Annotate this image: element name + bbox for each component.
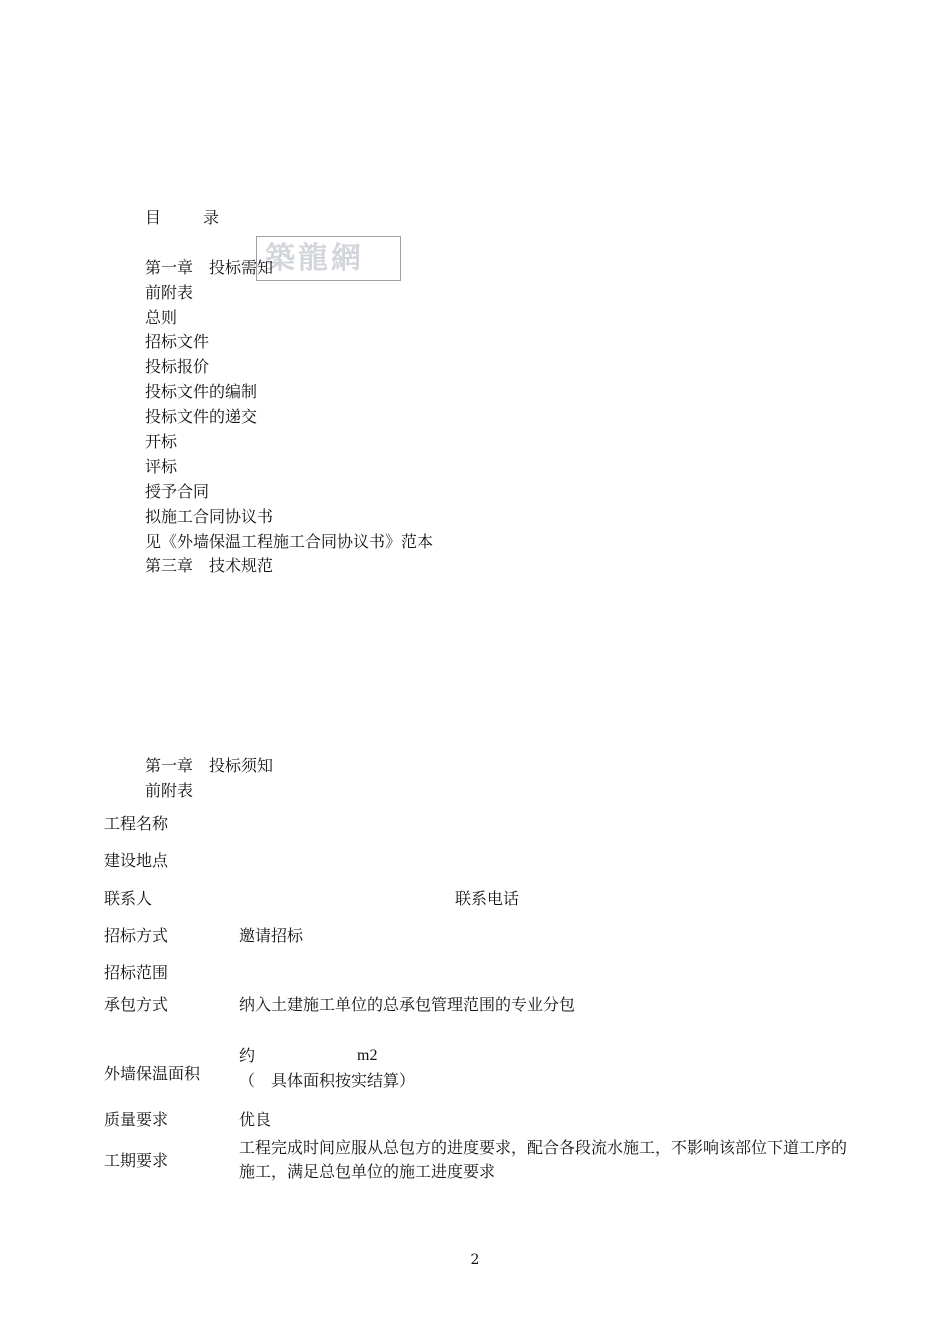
chapter-subtitle: 前附表 xyxy=(145,781,194,800)
quality-value: 优良 xyxy=(239,1110,272,1129)
area-note: （ 具体面积按实结算） xyxy=(239,1071,416,1090)
toc-item: 开标 xyxy=(145,432,178,451)
location-label: 建设地点 xyxy=(104,851,169,870)
project-name-label: 工程名称 xyxy=(104,814,169,833)
toc-item: 拟施工合同协议书 xyxy=(145,507,274,526)
toc-item: 第三章 技术规范 xyxy=(145,556,274,575)
contract-method-value: 纳入土建施工单位的总承包管理范围的专业分包 xyxy=(239,995,576,1014)
area-label: 外墙保温面积 xyxy=(104,1064,201,1083)
toc-item: 评标 xyxy=(145,457,178,476)
toc-heading-right: 录 xyxy=(203,208,220,227)
watermark-stamp xyxy=(256,236,401,281)
toc-item: 见《外墙保温工程施工合同协议书》范本 xyxy=(145,532,434,551)
bid-scope-label: 招标范围 xyxy=(104,963,169,982)
contract-method-label: 承包方式 xyxy=(104,995,169,1014)
toc-item: 投标文件的编制 xyxy=(145,382,258,401)
toc-item: 总则 xyxy=(145,308,178,327)
schedule-value: 工程完成时间应服从总包方的进度要求，配合各段流水施工，不影响该部位下道工序的施工，满足总包单位的施工进度要求 xyxy=(239,1138,848,1181)
quality-label: 质量要求 xyxy=(104,1110,169,1129)
area-unit: m2 xyxy=(357,1047,378,1064)
toc-item: 招标文件 xyxy=(145,332,210,351)
schedule-label: 工期要求 xyxy=(104,1151,169,1170)
toc-item: 投标报价 xyxy=(145,357,210,376)
bid-method-value: 邀请招标 xyxy=(239,926,304,945)
toc-heading-left: 目 xyxy=(145,208,162,227)
contact-label: 联系人 xyxy=(104,889,153,908)
toc-item: 投标文件的递交 xyxy=(145,407,258,426)
toc-item: 授予合同 xyxy=(145,482,210,501)
toc-item: 前附表 xyxy=(145,283,194,302)
page-number: 2 xyxy=(470,1252,480,1268)
watermark-stamp-text: 築龍網 xyxy=(265,241,364,276)
chapter-title: 第一章 投标须知 xyxy=(145,756,274,775)
bid-method-label: 招标方式 xyxy=(104,926,169,945)
area-prefix: 约 xyxy=(239,1046,256,1065)
toc-item: 第一章 投标需知 xyxy=(145,258,274,277)
phone-label: 联系电话 xyxy=(455,889,520,908)
